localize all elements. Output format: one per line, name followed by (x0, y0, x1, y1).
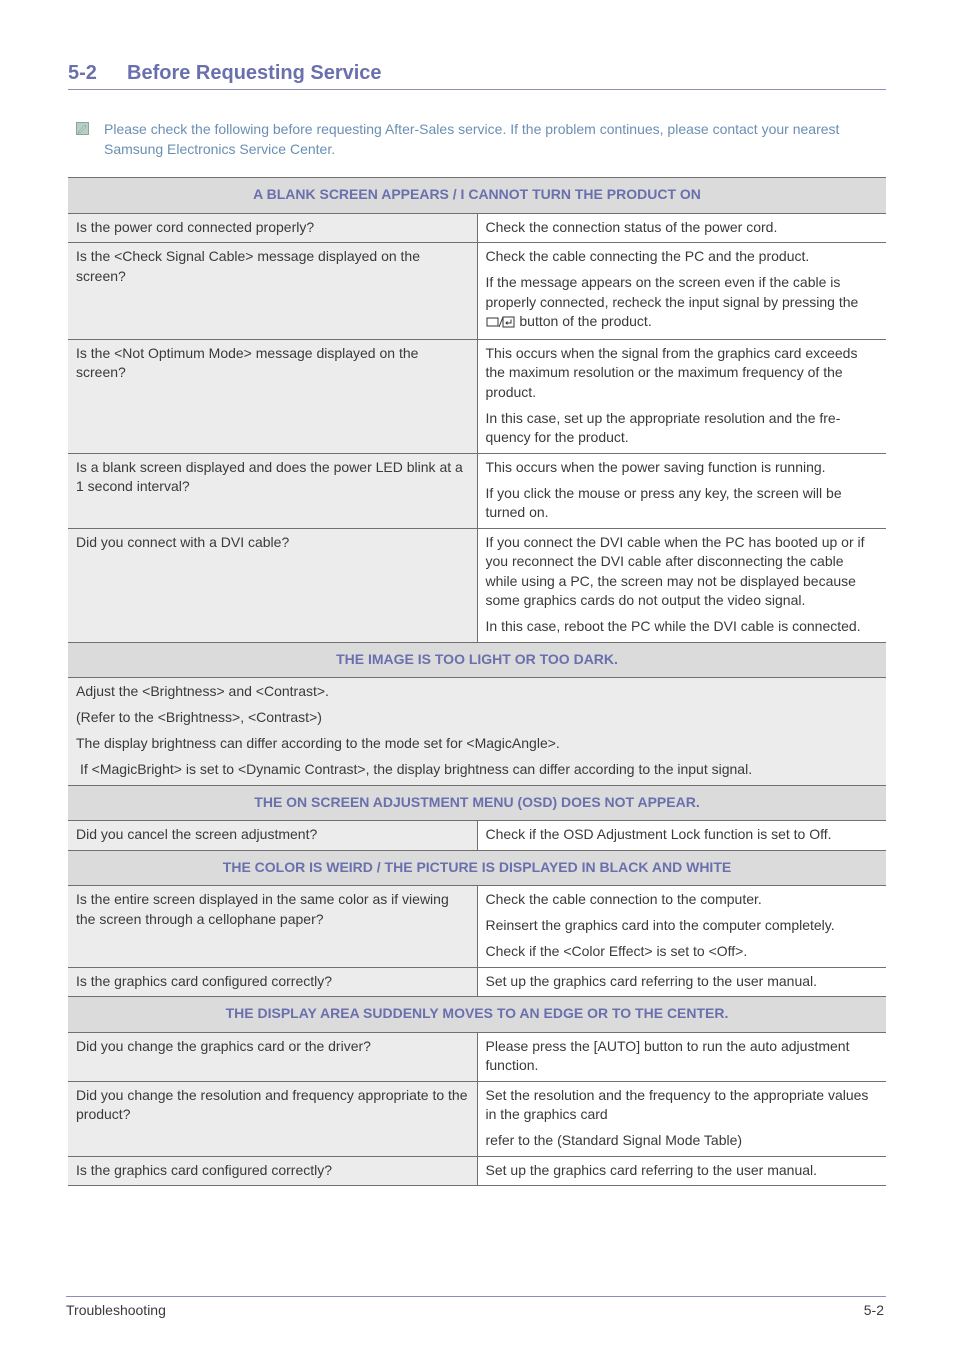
answer-line: In this case, set up the appropriate resolution and the fre-quency for the product. (485, 409, 841, 445)
answer-line: Set up the graphics card referring to the user manual. (485, 1161, 818, 1178)
answer-line: Set the resolution and the frequency to the appropriate values in the graphics card (485, 1086, 869, 1122)
table-row (68, 1081, 886, 1156)
section-title: THE DISPLAY AREA SUDDENLY MOVES TO AN EDGE OR TO THE CENTER. (68, 997, 886, 1033)
table-row (68, 678, 886, 786)
answer-cell (477, 967, 886, 997)
troubleshooting-table (68, 177, 886, 1186)
section-title: THE IMAGE IS TOO LIGHT OR TOO DARK. (68, 642, 886, 678)
info-line: The display brightness can differ according to the mode set for <MagicAngle>. (76, 735, 560, 751)
answer-cell (477, 1081, 886, 1156)
section-header-image-brightness (68, 642, 886, 678)
section-title: THE ON SCREEN ADJUSTMENT MENU (OSD) DOES NOT APPEAR. (68, 785, 886, 821)
table-row (68, 1032, 886, 1081)
table-row (68, 886, 886, 968)
answer-cell (477, 243, 886, 340)
question-cell: Is the <Check Signal Cable> message displayed on the screen? (68, 243, 477, 340)
table-row (68, 967, 886, 997)
answer-line (486, 273, 880, 334)
footer-page-number: 5-2 (863, 1302, 884, 1318)
answer-line: Set up the graphics card referring to the user manual. (485, 972, 818, 989)
answer-line: Check if the <Color Effect> is set to <Off>. (485, 943, 748, 959)
info-line: (Refer to the <Brightness>, <Contrast>) (76, 709, 322, 725)
answer-line: Check the connection status of the power cord. (485, 218, 778, 235)
answer-cell (477, 886, 886, 968)
table-row (68, 243, 886, 340)
section-number: 5-2 (68, 62, 97, 84)
question-cell: Did you cancel the screen adjustment? (68, 821, 477, 851)
question-cell: Is the entire screen displayed in the same color as if viewing the screen through a cellophane paper? (68, 886, 477, 968)
answer-line-text: button of the product. (519, 313, 652, 329)
section-header-blank-screen (68, 178, 886, 214)
answer-cell (477, 1156, 886, 1186)
answer-line: Reinsert the graphics card into the computer completely. (485, 917, 835, 933)
note-text: Please check the following before requesting After-Sales service. If the problem continues, please contact your nearest Samsung Electronics Service Center. (104, 121, 840, 157)
section-title: A BLANK SCREEN APPEARS / I CANNOT TURN THE PRODUCT ON (68, 178, 886, 214)
page-footer (66, 1296, 886, 1323)
table-row (68, 213, 886, 243)
info-line: If <MagicBright> is set to <Dynamic Contrast>, the display brightness can differ according to the input signal. (80, 761, 753, 777)
note-icon (76, 122, 89, 135)
answer-cell (477, 821, 886, 851)
source-enter-icon (486, 314, 516, 334)
question-cell: Is the graphics card configured correctly? (68, 1156, 477, 1186)
note (76, 120, 876, 159)
section-header-osd (68, 785, 886, 821)
answer-line: Check the cable connecting the PC and the product. (485, 248, 810, 264)
question-cell: Is the power cord connected properly? (68, 213, 477, 243)
page-title (68, 62, 886, 90)
answer-line: If you click the mouse or press any key, the screen will be turned on. (485, 484, 842, 520)
answer-cell (477, 453, 886, 528)
section-header-color (68, 850, 886, 886)
question-cell: Is the graphics card configured correctly? (68, 967, 477, 997)
footer-chapter: Troubleshooting (66, 1302, 166, 1318)
question-cell: Did you change the graphics card or the driver? (68, 1032, 477, 1081)
section-header-display-area (68, 997, 886, 1033)
answer-line: If you connect the DVI cable when the PC has booted up or if you reconnect the DVI cable after disconnecting the cable while using a PC, the screen may not be displayed because some graphics cards do not output the video signal. (485, 533, 865, 608)
table-row (68, 339, 886, 453)
answer-line-text: If the message appears on the screen even if the cable is properly connected, recheck the input signal by pressing the (485, 274, 859, 310)
answer-line: Check if the OSD Adjustment Lock function is set to Off. (485, 826, 832, 842)
full-width-cell (68, 678, 886, 786)
answer-cell (477, 528, 886, 642)
section-title: THE COLOR IS WEIRD / THE PICTURE IS DISPLAYED IN BLACK AND WHITE (68, 850, 886, 886)
table-row (68, 453, 886, 528)
answer-cell (477, 213, 886, 243)
answer-line: This occurs when the power saving function is running. (485, 458, 826, 475)
question-cell: Did you connect with a DVI cable? (68, 528, 477, 642)
question-cell: Did you change the resolution and frequency appropriate to the product? (68, 1081, 477, 1156)
info-line: Adjust the <Brightness> and <Contrast>. (76, 683, 329, 699)
section-title: Before Requesting Service (127, 62, 382, 84)
table-row (68, 1156, 886, 1186)
answer-cell (477, 339, 886, 453)
table-row (68, 821, 886, 851)
answer-cell (477, 1032, 886, 1081)
question-cell: Is the <Not Optimum Mode> message displayed on the screen? (68, 339, 477, 453)
answer-line: In this case, reboot the PC while the DVI cable is connected. (485, 618, 861, 634)
answer-line: refer to the (Standard Signal Mode Table) (485, 1132, 743, 1148)
table-row (68, 528, 886, 642)
answer-line: Please press the [AUTO] button to run the auto adjustment function. (485, 1037, 850, 1073)
question-cell: Is a blank screen displayed and does the power LED blink at a 1 second interval? (68, 453, 477, 528)
answer-line: Check the cable connection to the computer. (485, 891, 762, 907)
answer-line: This occurs when the signal from the graphics card exceeds the maximum resolution or the maximum frequency of the product. (485, 344, 858, 400)
